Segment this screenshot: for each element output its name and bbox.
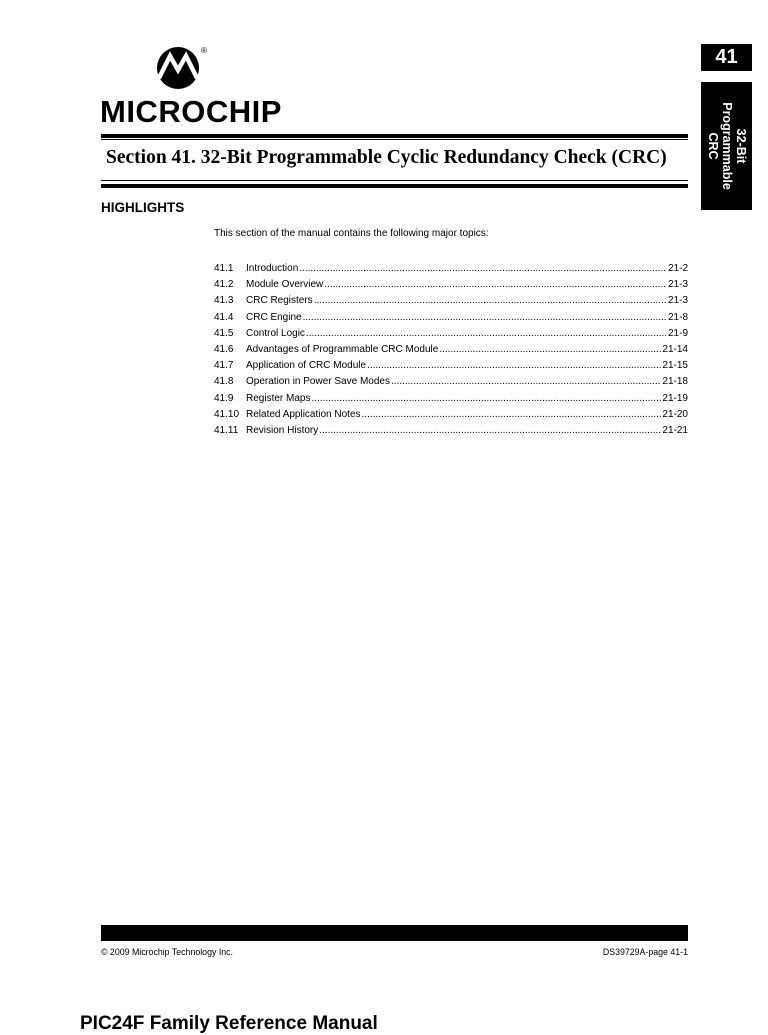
side-tab-line: Programmable (719, 102, 734, 190)
toc-page: 21-19 (662, 392, 688, 404)
toc-row-41-9[interactable] (214, 391, 688, 407)
toc-page: 21-20 (662, 408, 688, 420)
microchip-logo (100, 44, 282, 130)
toc-title: Module Overview (246, 279, 324, 291)
table-of-contents (214, 261, 688, 439)
section-number-tab: 41 (701, 44, 752, 71)
toc-page: 21-15 (662, 360, 688, 372)
registered-mark: ® (201, 46, 207, 55)
toc-page: 21-2 (667, 263, 688, 274)
toc-row-41-2[interactable] (214, 277, 688, 293)
toc-page: 21-3 (667, 279, 688, 291)
header-rule-thin (101, 139, 688, 140)
toc-leader-dots (314, 293, 667, 309)
toc-row-41-8[interactable] (214, 374, 688, 390)
title-rule-thick (101, 184, 688, 188)
toc-title: Introduction (246, 263, 299, 274)
toc-leader-dots (311, 391, 661, 407)
toc-number: 41.4 (214, 311, 234, 323)
toc-page: 21-8 (667, 311, 688, 323)
toc-number: 41.11 (214, 424, 239, 436)
highlights-heading: HIGHLIGHTS (101, 200, 185, 215)
toc-row-41-6[interactable] (214, 342, 688, 358)
toc-page: 21-9 (667, 327, 688, 339)
toc-page: 21-21 (662, 424, 688, 436)
toc-leader-dots (306, 326, 667, 342)
footer-bar (101, 925, 688, 941)
toc-leader-dots (324, 277, 667, 293)
toc-title: CRC Engine (246, 311, 302, 323)
toc-leader-dots (362, 407, 662, 423)
logo-wordmark: MICROCHIP (100, 94, 282, 129)
toc-title: CRC Registers (246, 295, 313, 307)
toc-row-41-10[interactable] (214, 407, 688, 423)
toc-page: 21-18 (662, 376, 688, 388)
highlights-intro: This section of the manual contains the following major topics: (214, 228, 489, 239)
header-rule-top (101, 134, 688, 138)
toc-number: 41.5 (214, 327, 234, 339)
toc-number: 41.2 (214, 279, 234, 291)
toc-row-41-11[interactable] (214, 423, 688, 439)
microchip-logo-icon (150, 44, 210, 92)
section-title: Section 41. 32-Bit Programmable Cyclic Redundancy Check (CRC) (106, 147, 667, 168)
toc-title: Revision History (246, 424, 319, 436)
toc-number: 41.6 (214, 343, 234, 355)
toc-title: Register Maps (246, 392, 311, 404)
toc-number: 41.9 (214, 392, 234, 404)
toc-number: 41.7 (214, 360, 234, 372)
toc-row-41-4[interactable] (214, 310, 688, 326)
toc-row-41-5[interactable] (214, 326, 688, 342)
toc-row-41-1[interactable] (214, 261, 688, 277)
toc-title: Related Application Notes (246, 408, 361, 420)
toc-title: Operation in Power Save Modes (246, 376, 390, 388)
toc-title: Control Logic (246, 327, 305, 339)
toc-leader-dots (367, 358, 661, 374)
toc-number: 41.10 (214, 408, 240, 420)
footer-page-ref: DS39729A-page 41-1 (602, 947, 688, 957)
side-tab-line: CRC (705, 132, 720, 160)
toc-leader-dots (299, 261, 667, 277)
side-tab-line: 32-Bit (733, 128, 748, 164)
toc-leader-dots (391, 374, 661, 390)
toc-number: 41.3 (214, 295, 234, 307)
toc-number: 41.1 (214, 263, 234, 274)
toc-number: 41.8 (214, 376, 234, 388)
toc-row-41-7[interactable] (214, 358, 688, 374)
toc-leader-dots (303, 310, 667, 326)
toc-leader-dots (439, 342, 661, 358)
title-rule-thin (101, 180, 688, 181)
next-page-title: PIC24F Family Reference Manual (80, 1013, 378, 1034)
toc-row-41-3[interactable] (214, 293, 688, 309)
toc-page: 21-14 (662, 343, 688, 355)
toc-page: 21-3 (667, 295, 688, 307)
footer-copyright: © 2009 Microchip Technology Inc. (101, 947, 233, 957)
toc-leader-dots (319, 423, 661, 439)
toc-title: Application of CRC Module (246, 360, 367, 372)
section-side-tab (701, 82, 752, 210)
toc-title: Advantages of Programmable CRC Module (246, 343, 439, 355)
